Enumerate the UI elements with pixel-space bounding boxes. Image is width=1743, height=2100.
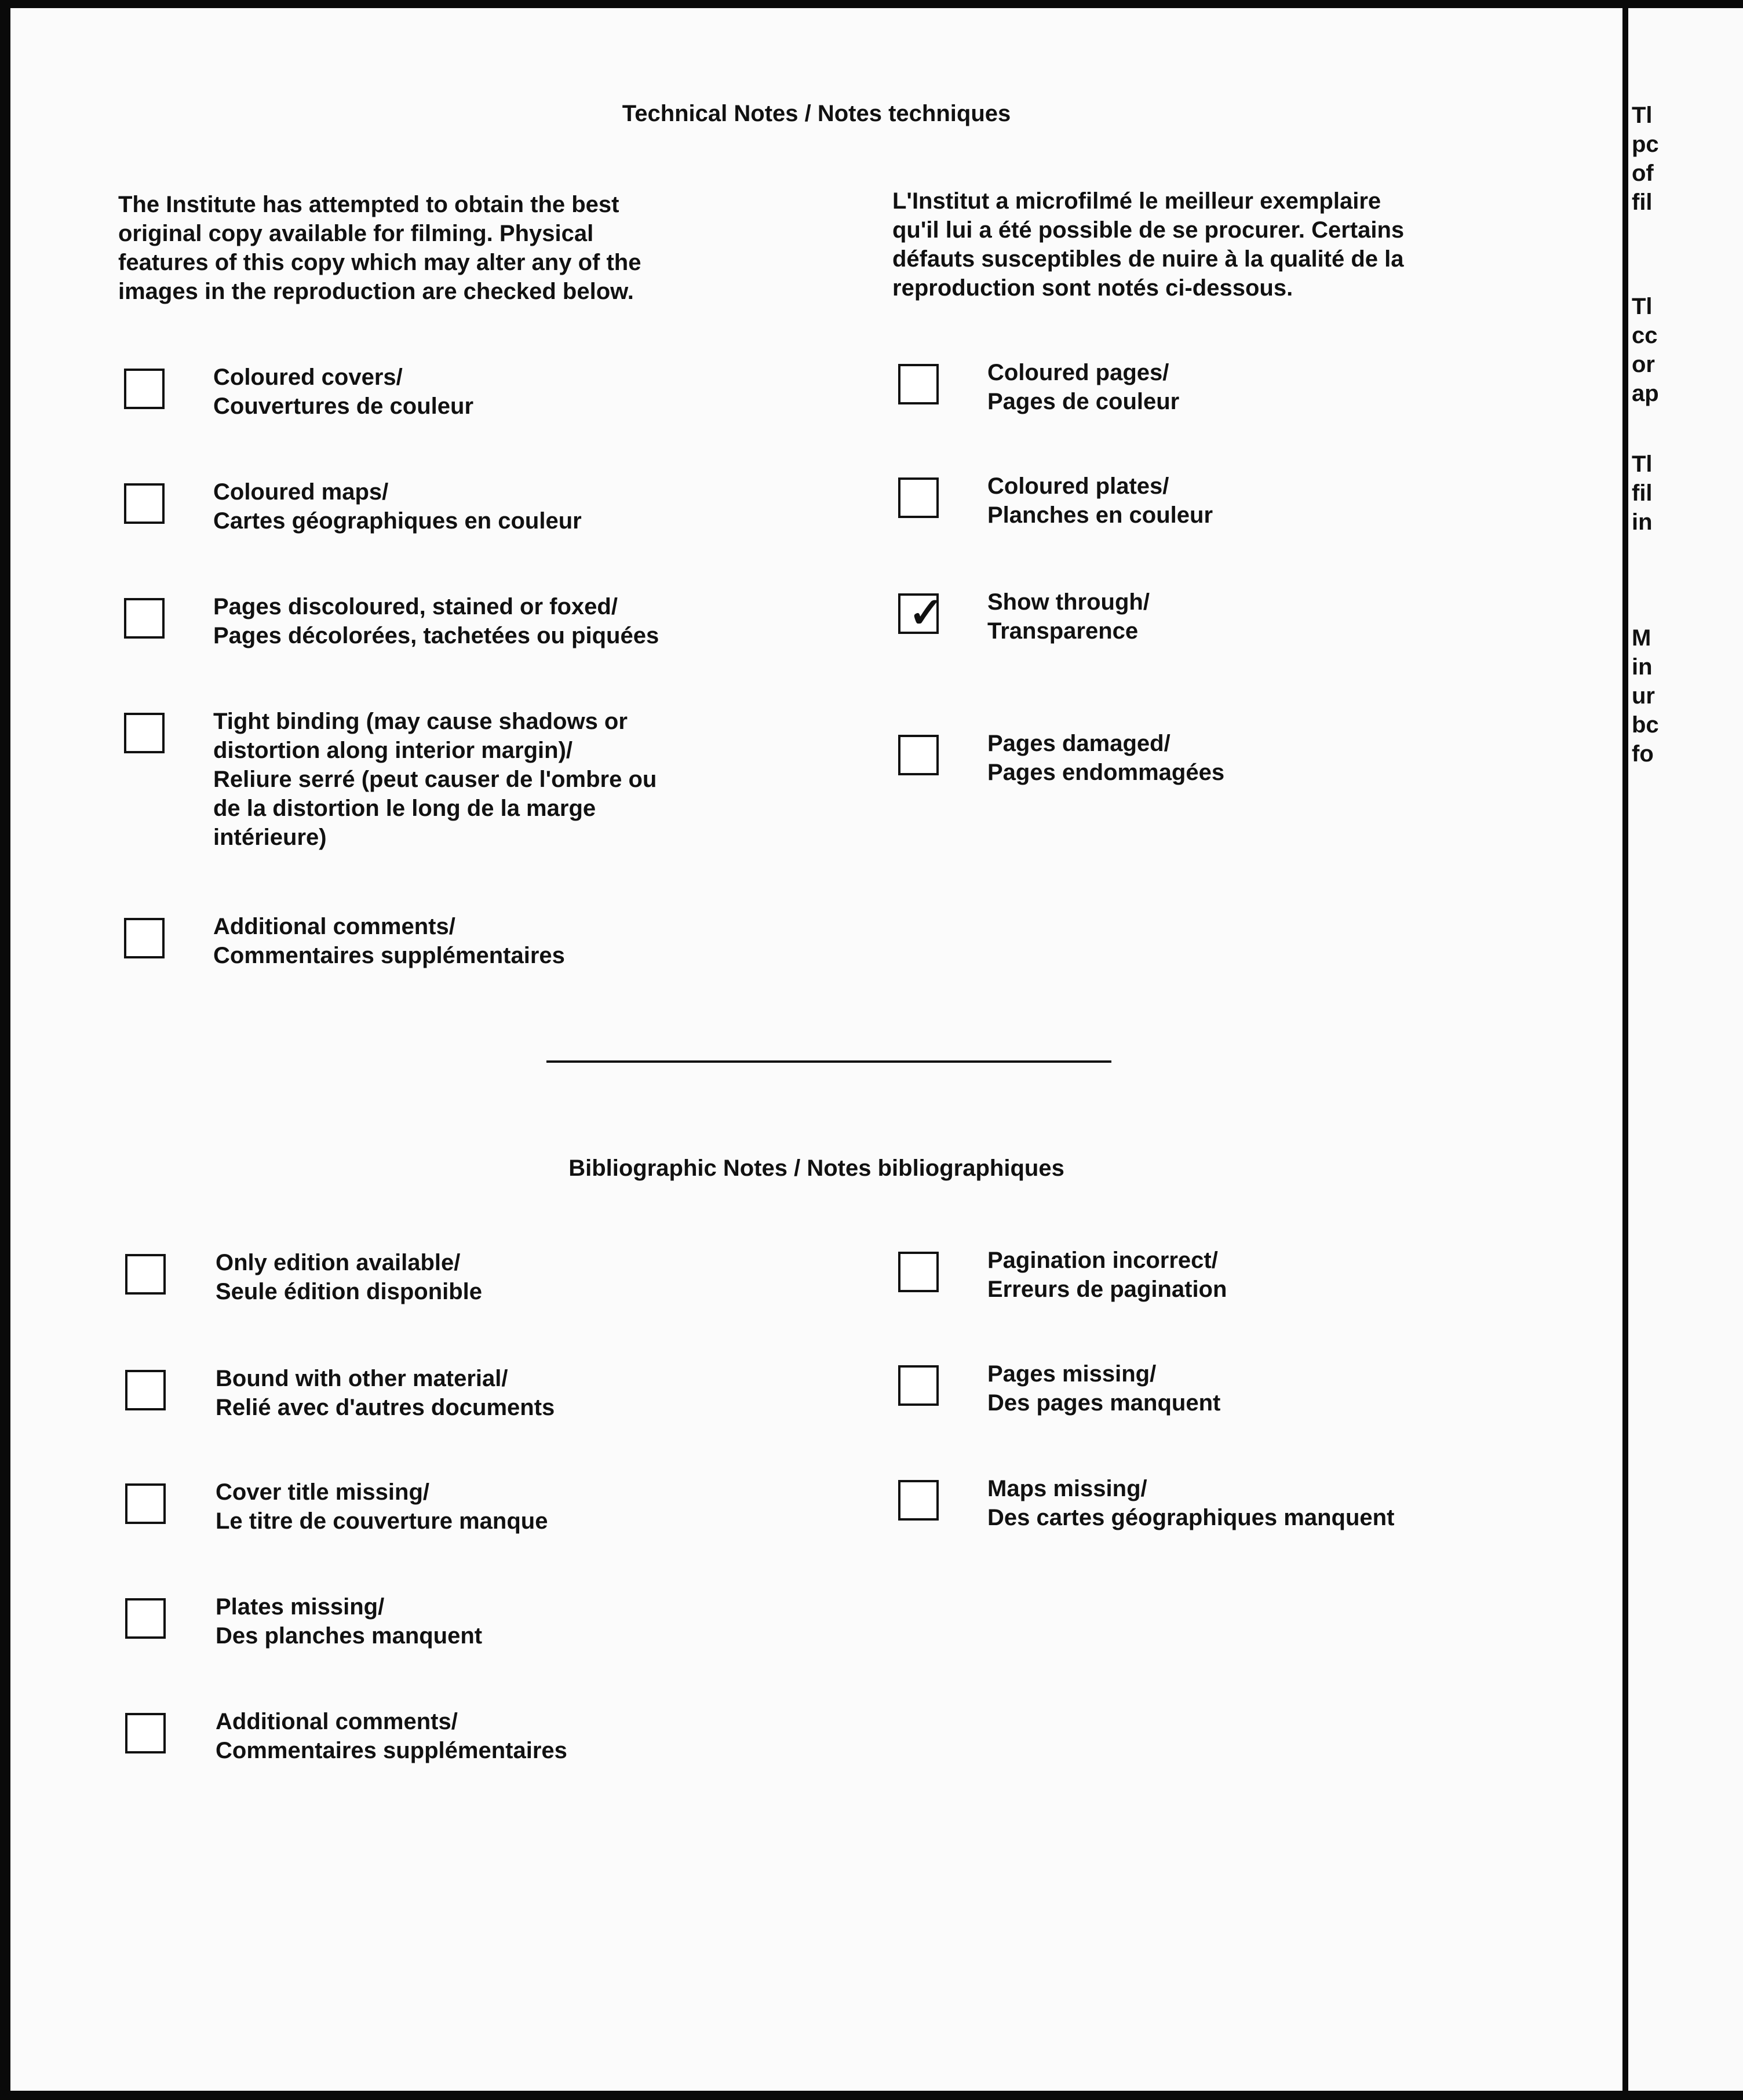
- left-page: [10, 8, 1622, 2091]
- checklist-item-label: [987, 588, 1150, 646]
- label-line: Commentaires supplémentaires: [213, 943, 565, 968]
- label-line: Relié avec d'autres documents: [216, 1395, 555, 1420]
- partial-line: fil: [1632, 189, 1653, 215]
- checklist-item-label: [213, 707, 657, 852]
- partial-line: in: [1632, 654, 1653, 680]
- label-line: Plates missing/: [216, 1594, 385, 1620]
- partial-line: pc: [1632, 132, 1659, 157]
- page-gutter: [1622, 0, 1628, 2100]
- checklist-item-label: [987, 1359, 1220, 1417]
- label-line: Coloured covers/: [213, 364, 403, 390]
- label-line: Cartes géographiques en couleur: [213, 508, 582, 534]
- intro-en-line: features of this copy which may alter any of the: [118, 250, 641, 275]
- label-line: Erreurs de pagination: [987, 1277, 1227, 1302]
- partial-line: bc: [1632, 712, 1659, 738]
- checkbox[interactable]: [898, 1252, 939, 1292]
- checklist-item-label: [987, 1474, 1394, 1532]
- label-line: Pages décolorées, tachetées ou piquées: [213, 623, 659, 648]
- label-line: Des pages manquent: [987, 1390, 1221, 1416]
- checklist-item-label: [987, 358, 1179, 416]
- checklist-item-label: [216, 1592, 482, 1650]
- intro-fr-line: reproduction sont notés ci-dessous.: [892, 275, 1293, 301]
- label-line: Pages discoloured, stained or foxed/: [213, 594, 618, 619]
- checklist-item-label: [213, 477, 582, 535]
- partial-paragraph: [1632, 624, 1659, 768]
- checkbox[interactable]: [898, 735, 939, 775]
- label-line: Coloured maps/: [213, 479, 389, 505]
- label-line: Pages de couleur: [987, 389, 1180, 414]
- checkbox[interactable]: [124, 598, 165, 639]
- checklist-item-label: [213, 912, 565, 970]
- technical-notes-heading: Technical Notes / Notes techniques: [622, 101, 1011, 126]
- partial-line: Tl: [1632, 451, 1653, 477]
- partial-paragraph: [1632, 450, 1653, 537]
- checkbox[interactable]: [125, 1598, 166, 1639]
- intro-french: [892, 187, 1404, 302]
- checkbox[interactable]: [125, 1483, 166, 1524]
- checkbox[interactable]: [124, 369, 165, 409]
- partial-line: Tl: [1632, 103, 1653, 128]
- label-line: Planches en couleur: [987, 502, 1213, 528]
- label-line: Reliure serré (peut causer de l'ombre ou: [213, 767, 657, 792]
- label-line: Bound with other material/: [216, 1366, 508, 1391]
- partial-line: fo: [1632, 741, 1654, 767]
- partial-line: in: [1632, 509, 1653, 535]
- partial-line: or: [1632, 352, 1655, 377]
- label-line: Pages damaged/: [987, 731, 1170, 756]
- partial-paragraph: [1632, 101, 1659, 217]
- label-line: Des planches manquent: [216, 1623, 483, 1649]
- checklist-item-label: [216, 1478, 548, 1536]
- label-line: Coloured plates/: [987, 473, 1169, 499]
- checklist-item-label: [213, 363, 473, 421]
- intro-en-line: images in the reproduction are checked below.: [118, 279, 634, 304]
- checkbox[interactable]: [898, 1480, 939, 1521]
- partial-paragraph: [1632, 292, 1659, 408]
- intro-fr-line: défauts susceptibles de nuire à la qualité de la: [892, 246, 1404, 272]
- label-line: Additional comments/: [216, 1709, 458, 1734]
- intro-english: [118, 190, 641, 306]
- label-line: distortion along interior margin)/: [213, 738, 573, 763]
- section-divider-rule: [546, 1060, 1111, 1063]
- partial-line: ur: [1632, 683, 1655, 709]
- label-line: Commentaires supplémentaires: [216, 1738, 567, 1763]
- checkbox[interactable]: [898, 477, 939, 518]
- checkbox[interactable]: [125, 1254, 166, 1295]
- checklist-item-label: [987, 729, 1224, 787]
- checkbox[interactable]: [125, 1370, 166, 1410]
- checkbox[interactable]: [124, 713, 165, 753]
- checkbox[interactable]: [124, 483, 165, 524]
- checklist-item-label: [987, 1246, 1227, 1304]
- label-line: Pagination incorrect/: [987, 1248, 1218, 1273]
- label-line: Couvertures de couleur: [213, 393, 474, 419]
- checklist-item-label: [216, 1364, 555, 1422]
- checklist-item-label: [216, 1707, 567, 1765]
- label-line: Le titre de couverture manque: [216, 1508, 548, 1534]
- partial-line: ap: [1632, 381, 1659, 406]
- label-line: de la distortion le long de la marge: [213, 796, 596, 821]
- label-line: Tight binding (may cause shadows or: [213, 709, 628, 734]
- label-line: Pages missing/: [987, 1361, 1157, 1387]
- label-line: intérieure): [213, 825, 327, 850]
- intro-fr-line: L'Institut a microfilmé le meilleur exemplaire: [892, 188, 1381, 214]
- checkmark-icon: ✓: [909, 590, 944, 636]
- label-line: Only edition available/: [216, 1250, 461, 1275]
- label-line: Pages endommagées: [987, 760, 1225, 785]
- partial-line: fil: [1632, 480, 1653, 506]
- label-line: Additional comments/: [213, 914, 455, 939]
- checklist-item-label: [213, 592, 659, 650]
- label-line: Transparence: [987, 618, 1139, 644]
- checkbox[interactable]: [898, 1365, 939, 1406]
- intro-en-line: The Institute has attempted to obtain the best: [118, 192, 619, 217]
- checkbox[interactable]: [125, 1713, 166, 1753]
- label-line: Des cartes géographiques manquent: [987, 1505, 1395, 1530]
- checkbox[interactable]: [898, 590, 944, 636]
- right-page-fragment: [1628, 8, 1743, 2091]
- label-line: Seule édition disponible: [216, 1279, 483, 1304]
- checklist-item-label: [987, 472, 1213, 530]
- label-line: Show through/: [987, 589, 1150, 615]
- partial-line: M: [1632, 625, 1651, 651]
- checklist-item-label: [216, 1248, 482, 1306]
- checkbox[interactable]: [124, 918, 165, 958]
- label-line: Maps missing/: [987, 1476, 1147, 1501]
- label-line: Cover title missing/: [216, 1479, 429, 1505]
- bibliographic-notes-heading: Bibliographic Notes / Notes bibliographiques: [568, 1155, 1064, 1181]
- label-line: Coloured pages/: [987, 360, 1169, 385]
- partial-line: Tl: [1632, 294, 1653, 319]
- partial-line: of: [1632, 161, 1654, 186]
- intro-en-line: original copy available for filming. Physical: [118, 221, 594, 246]
- intro-fr-line: qu'il lui a été possible de se procurer. Certains: [892, 217, 1405, 243]
- checkbox[interactable]: [898, 364, 939, 404]
- partial-line: cc: [1632, 323, 1658, 348]
